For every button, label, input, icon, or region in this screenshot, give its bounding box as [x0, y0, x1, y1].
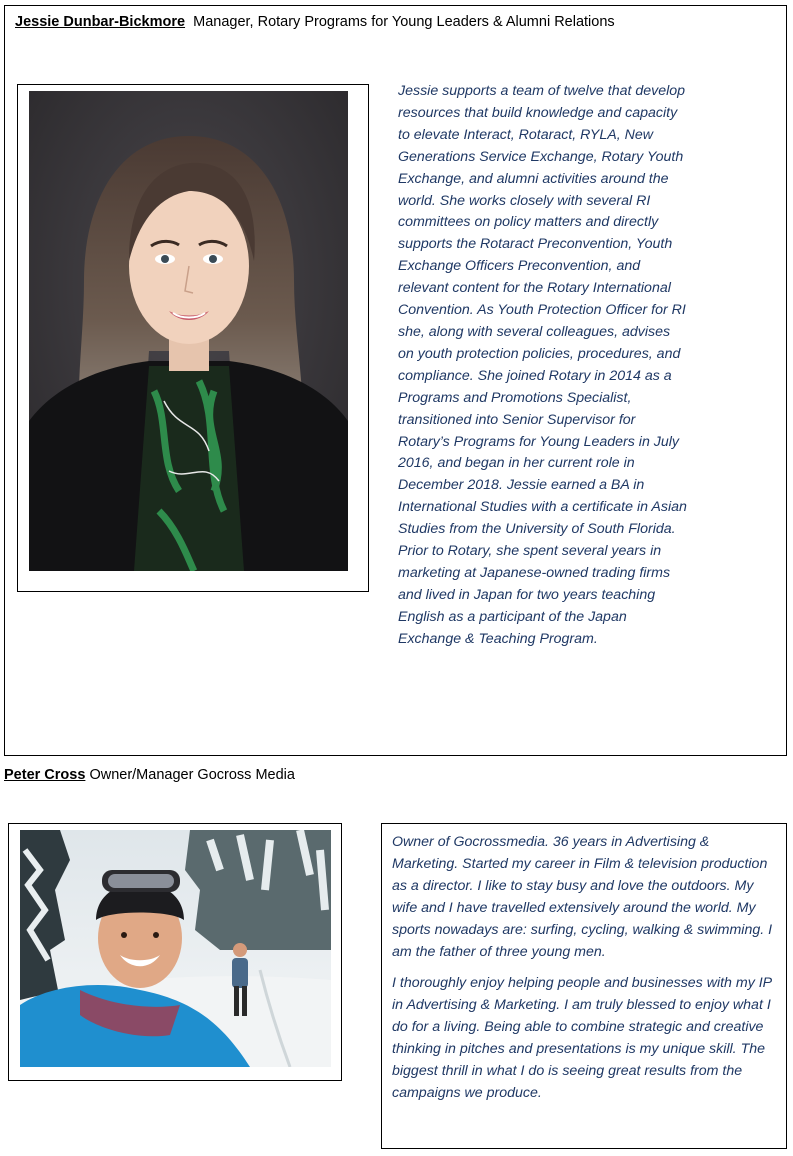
profile-bio: Jessie supports a team of twelve that develop resources that build knowledge and capacity to elevate Interact, Rotaract, RYLA, New Generations Service Exchange, Rotary Youth Exchange, and alumni activities around the world. She works closely with several RI committees on policy matters and directly supports the Rotaract Preconvention, Youth Exchange Officers Preconvention, and relevant content for the Rotary International Convention. As Youth Protection Officer for RI she, along with several colleagues, advises on youth protection policies, procedures, and compliance. She joined Rotary in 2014 as a Programs and Promotions Specialist, transitioned into Senior Supervisor for Rotary’s Programs for Young Leaders in July 2016, and began in her current role in December 2018. Jessie earned a BA in International Studies with a certificate in Asian Studies from the University of South Florida. Prior to Rotary, she spent several years in marketing at Japanese-owned trading firms and lived in Japan for two years teaching English as a participant of the Japan Exchange & Teaching Program. [398, 83, 687, 647]
photo-frame [17, 84, 369, 592]
profile-title: Owner/Manager Gocross Media [89, 767, 295, 783]
photo-frame [8, 823, 342, 1081]
profile-title: Manager, Rotary Programs for Young Leaders & Alumni Relations [193, 14, 615, 30]
bio-paragraph: I thoroughly enjoy helping people and businesses with my IP in Advertising & Marketing. I am truly blessed to enjoy what I do for a living. Being able to combine strategic and creative thinking in pitches and presentations is my unique skill. The biggest thrill in what I do is seeing great results from the campaigns we produce. [392, 975, 772, 1101]
profile-photo [29, 91, 348, 571]
profile-bio [382, 824, 786, 1105]
profile-name: Peter Cross [4, 767, 86, 783]
profile-card-jessie [4, 5, 787, 756]
profile-name: Jessie Dunbar-Bickmore [15, 14, 186, 30]
profile-heading [4, 767, 295, 783]
bio-box [381, 823, 787, 1149]
profile-photo [20, 830, 331, 1067]
bio-paragraph: Owner of Gocrossmedia. 36 years in Advertising & Marketing. Started my career in Film & television production as a director. I like to stay busy and love the outdoors. My wife and I have travelled extensively around the world. My sports nowadays are: surfing, cycling, walking & swimming. I am the father of three young men. [392, 834, 773, 960]
profile-heading [15, 14, 615, 30]
